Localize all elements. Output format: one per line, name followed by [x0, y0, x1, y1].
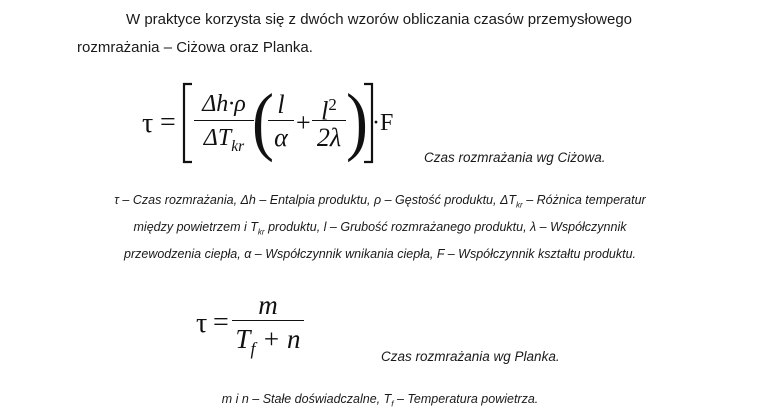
- equals-sign-2: =: [213, 307, 229, 338]
- fraction-3-numerator: $l^2$: [321, 95, 337, 126]
- intro-line-2: rozmrażania – Ciżowa oraz Planka.: [77, 39, 313, 56]
- tau-symbol: τ: [142, 108, 154, 139]
- dot-f: ·F: [372, 110, 394, 136]
- formula-planck: [0, 288, 760, 364]
- fraction-planck-denominator: $T_f + n$: [232, 320, 304, 359]
- intro-line-1: W praktyce korzysta się z dwóch wzorów obliczania czasów przemysłowego: [126, 11, 633, 28]
- plus-sign: +: [296, 108, 311, 137]
- fraction-planck-numerator: m: [258, 290, 278, 320]
- fraction-2-numerator: l: [277, 90, 285, 119]
- right-paren: ): [346, 79, 368, 164]
- legend-line-2: między powietrzem i $T_{kr}$ produktu, l – Grubość rozmrażanego produktu, λ – Współczynnik: [133, 220, 627, 237]
- legend-line-1: τ – Czas rozmrażania, Δh – Entalpia produktu, ρ – Gęstość produktu, $\Delta T_{kr}$ – Różnica temperatur: [114, 193, 646, 210]
- superscript-2: 2: [328, 95, 337, 114]
- fraction-1-numerator: Δh·ρ: [202, 91, 246, 117]
- left-paren: (: [252, 79, 274, 164]
- caption-planck: Czas rozmrażania wg Planka.: [381, 349, 560, 364]
- formula-cizow: [0, 80, 760, 170]
- fraction-1-denominator: $\Delta T_{kr}$: [194, 120, 254, 155]
- left-bracket-icon: [180, 82, 194, 164]
- subscript-f: f: [250, 338, 256, 359]
- legend-line-3: przewodzenia ciepła, α – Współczynnik wnikania ciepła, F – Współczynnik kształtu produktu.: [124, 247, 636, 261]
- tau-symbol-2: τ: [196, 308, 208, 339]
- equals-sign: =: [160, 107, 176, 138]
- legend-planck: m i n – Stałe doświadczalne, $T_f$ – Temperatura powietrza.: [221, 392, 539, 409]
- fraction-3-denominator: 2λ: [312, 120, 346, 155]
- subscript-kr: kr: [231, 137, 245, 155]
- caption-cizow: Czas rozmrażania wg Ciżowa.: [424, 150, 606, 165]
- fraction-2-denominator: α: [268, 120, 294, 155]
